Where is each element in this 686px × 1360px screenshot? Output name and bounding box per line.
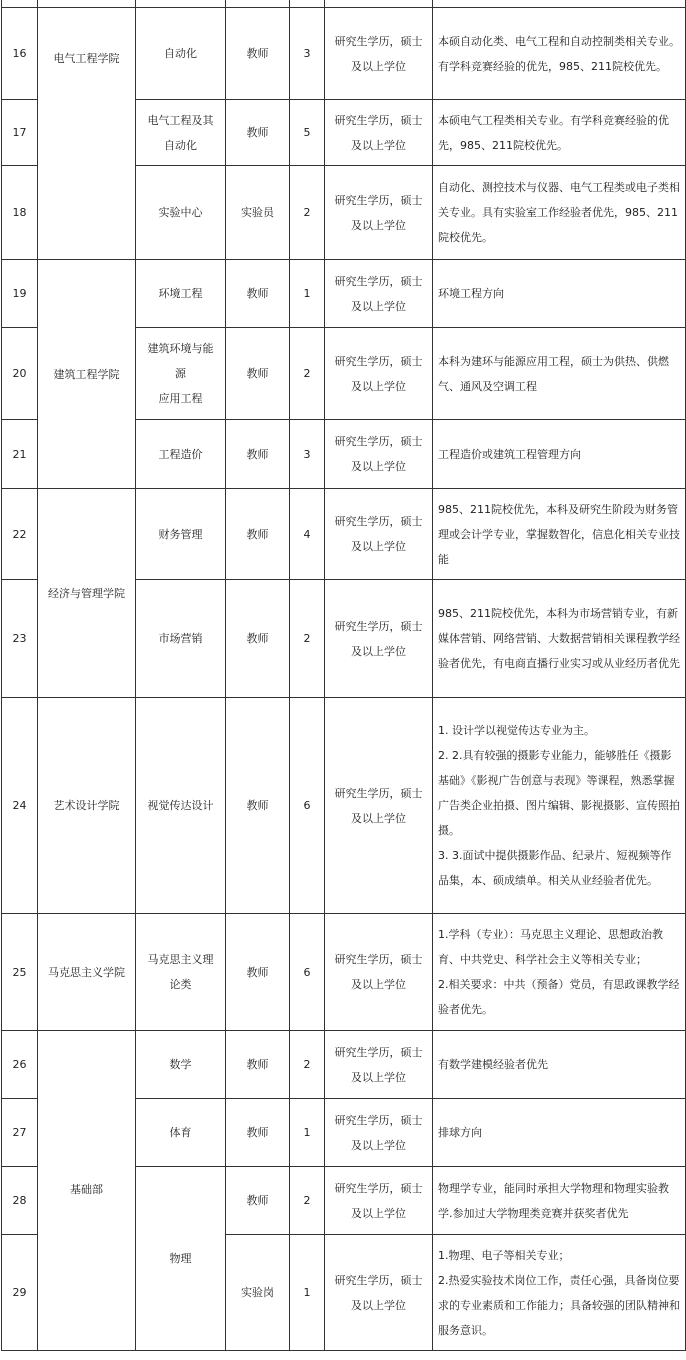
cell-edu xyxy=(325,0,433,8)
cell-no: 27 xyxy=(2,1099,38,1167)
cell-req: 本硕自动化类、电气工程和自动控制类相关专业。有学科竞赛经验的优先，985、211院校优先。 xyxy=(433,8,686,100)
cell-major: 实验中心 xyxy=(136,166,226,260)
cell-num: 1 xyxy=(290,1235,325,1351)
cell-req: 1. 设计学以视觉传达专业为主。 2. 2.具有较强的摄影专业能力，能够胜任《摄影基础》《影视广告创意与表现》等课程，熟悉掌握广告类企业拍摄、图片编辑、影视摄影、宣传照拍摄。 3. 3.面试中提供摄影作品、纪录片、短视频等作品集，本、硕成绩单。相关从业经验者优先。 xyxy=(433,698,686,914)
cell-num: 2 xyxy=(290,166,325,260)
cell-no: 19 xyxy=(2,260,38,328)
cell-post: 教师 xyxy=(226,8,290,100)
cell-no: 23 xyxy=(2,580,38,698)
cell-req: 工程造价或建筑工程管理方向 xyxy=(433,420,686,489)
cell-post: 实验岗 xyxy=(226,1235,290,1351)
cell-post: 教师 xyxy=(226,1099,290,1167)
cell-req: 本硕电气工程类相关专业。有学科竞赛经验的优先，985、211院校优先。 xyxy=(433,100,686,166)
cell-edu: 研究生学历，硕士 及以上学位 xyxy=(325,1167,433,1235)
cell-dept: 艺术设计学院 xyxy=(38,698,136,914)
cell-num: 2 xyxy=(290,1031,325,1099)
cell-edu: 研究生学历，硕士 及以上学位 xyxy=(325,420,433,489)
cell-no: 22 xyxy=(2,489,38,580)
cell-dept: 基础部 xyxy=(38,1031,136,1351)
table-row xyxy=(2,8,686,100)
cell-edu: 研究生学历，硕士 及以上学位 xyxy=(325,260,433,328)
cell-num: 2 xyxy=(290,580,325,698)
cell-post: 教师 xyxy=(226,580,290,698)
cell-major: 自动化 xyxy=(136,8,226,100)
table-row xyxy=(2,260,686,328)
cell-post xyxy=(226,0,290,8)
cell-major: 电气工程及其 自动化 xyxy=(136,100,226,166)
cell-post: 教师 xyxy=(226,914,290,1031)
cell-major: 物理 xyxy=(136,1167,226,1351)
cell-post: 教师 xyxy=(226,328,290,420)
cell-no: 18 xyxy=(2,166,38,260)
cell-edu: 研究生学历，硕士 及以上学位 xyxy=(325,8,433,100)
cell-req: 环境工程方向 xyxy=(433,260,686,328)
cell-num: 2 xyxy=(290,328,325,420)
table-row xyxy=(2,698,686,914)
cell-no: 28 xyxy=(2,1167,38,1235)
cell-no: 16 xyxy=(2,8,38,100)
cell-num: 1 xyxy=(290,1099,325,1167)
cell-major: 数学 xyxy=(136,1031,226,1099)
cell-edu: 研究生学历，硕士 及以上学位 xyxy=(325,1099,433,1167)
cell-edu: 研究生学历，硕士 及以上学位 xyxy=(325,166,433,260)
cell-req: 自动化、测控技术与仪器、电气工程类或电子类相关专业。具有实验室工作经验者优先，985、211院校优先。 xyxy=(433,166,686,260)
cell-major: 环境工程 xyxy=(136,260,226,328)
cell-num: 6 xyxy=(290,914,325,1031)
cell-major: 财务管理 xyxy=(136,489,226,580)
cell-post: 实验员 xyxy=(226,166,290,260)
cell-major: 马克思主义理 论类 xyxy=(136,914,226,1031)
cell-req: 本科为建环与能源应用工程，硕士为供热、供燃气、通风及空调工程 xyxy=(433,328,686,420)
cell-edu: 研究生学历，硕士 及以上学位 xyxy=(325,1031,433,1099)
cell-post: 教师 xyxy=(226,698,290,914)
cell-dept: 建筑工程学院 xyxy=(38,260,136,489)
cell-major: 市场营销 xyxy=(136,580,226,698)
cell-no xyxy=(2,0,38,8)
cell-req: 1.物理、电子等相关专业； 2.热爱实验技术岗位工作，责任心强，具备岗位要求的专业素质和工作能力；具备较强的团队精神和服务意识。 xyxy=(433,1235,686,1351)
cell-req: 985、211院校优先，本科为市场营销专业，有新媒体营销、网络营销、大数据营销相关课程教学经验者优先，有电商直播行业实习或从业经历者优先 xyxy=(433,580,686,698)
cell-dept xyxy=(38,0,136,8)
cell-no: 26 xyxy=(2,1031,38,1099)
cell-num: 3 xyxy=(290,8,325,100)
table-row xyxy=(2,1031,686,1099)
cell-edu: 研究生学历，硕士 及以上学位 xyxy=(325,100,433,166)
cell-major xyxy=(136,0,226,8)
cell-edu: 研究生学历，硕士 及以上学位 xyxy=(325,914,433,1031)
cell-req: 排球方向 xyxy=(433,1099,686,1167)
cell-edu: 研究生学历，硕士 及以上学位 xyxy=(325,698,433,914)
cell-req: 有数学建模经验者优先 xyxy=(433,1031,686,1099)
cell-edu: 研究生学历，硕士 及以上学位 xyxy=(325,1235,433,1351)
cell-num: 1 xyxy=(290,260,325,328)
cell-num: 4 xyxy=(290,489,325,580)
cell-no: 25 xyxy=(2,914,38,1031)
cell-no: 29 xyxy=(2,1235,38,1351)
cell-post: 教师 xyxy=(226,420,290,489)
cell-req: 1.学科（专业）：马克思主义理论、思想政治教育、中共党史、科学社会主义等相关专业； 2.相关要求：中共（预备）党员，有思政课教学经验者优先。 xyxy=(433,914,686,1031)
cell-edu: 研究生学历，硕士 及以上学位 xyxy=(325,580,433,698)
table-row xyxy=(2,0,686,8)
cell-req: 物理学专业，能同时承担大学物理和物理实验教学.参加过大学物理类竞赛并获奖者优先 xyxy=(433,1167,686,1235)
cell-no: 17 xyxy=(2,100,38,166)
cell-req xyxy=(433,0,686,8)
cell-num: 2 xyxy=(290,1167,325,1235)
cell-num: 6 xyxy=(290,698,325,914)
cell-edu: 研究生学历，硕士 及以上学位 xyxy=(325,328,433,420)
cell-major: 建筑环境与能 源 应用工程 xyxy=(136,328,226,420)
cell-post: 教师 xyxy=(226,1167,290,1235)
cell-num xyxy=(290,0,325,8)
cell-post: 教师 xyxy=(226,489,290,580)
cell-post: 教师 xyxy=(226,1031,290,1099)
cell-dept: 经济与管理学院 xyxy=(38,489,136,698)
cell-major: 体育 xyxy=(136,1099,226,1167)
cell-req: 985、211院校优先，本科及研究生阶段为财务管理或会计学专业，掌握数智化，信息化相关专业技能 xyxy=(433,489,686,580)
cell-no: 21 xyxy=(2,420,38,489)
recruitment-table xyxy=(1,0,686,1351)
cell-no: 24 xyxy=(2,698,38,914)
cell-major: 视觉传达设计 xyxy=(136,698,226,914)
cell-dept: 马克思主义学院 xyxy=(38,914,136,1031)
cell-num: 3 xyxy=(290,420,325,489)
cell-no: 20 xyxy=(2,328,38,420)
table-row xyxy=(2,489,686,580)
cell-post: 教师 xyxy=(226,100,290,166)
cell-post: 教师 xyxy=(226,260,290,328)
cell-num: 5 xyxy=(290,100,325,166)
cell-major: 工程造价 xyxy=(136,420,226,489)
cell-edu: 研究生学历，硕士 及以上学位 xyxy=(325,489,433,580)
cell-dept: 电气工程学院 xyxy=(38,8,136,260)
table-row xyxy=(2,914,686,1031)
